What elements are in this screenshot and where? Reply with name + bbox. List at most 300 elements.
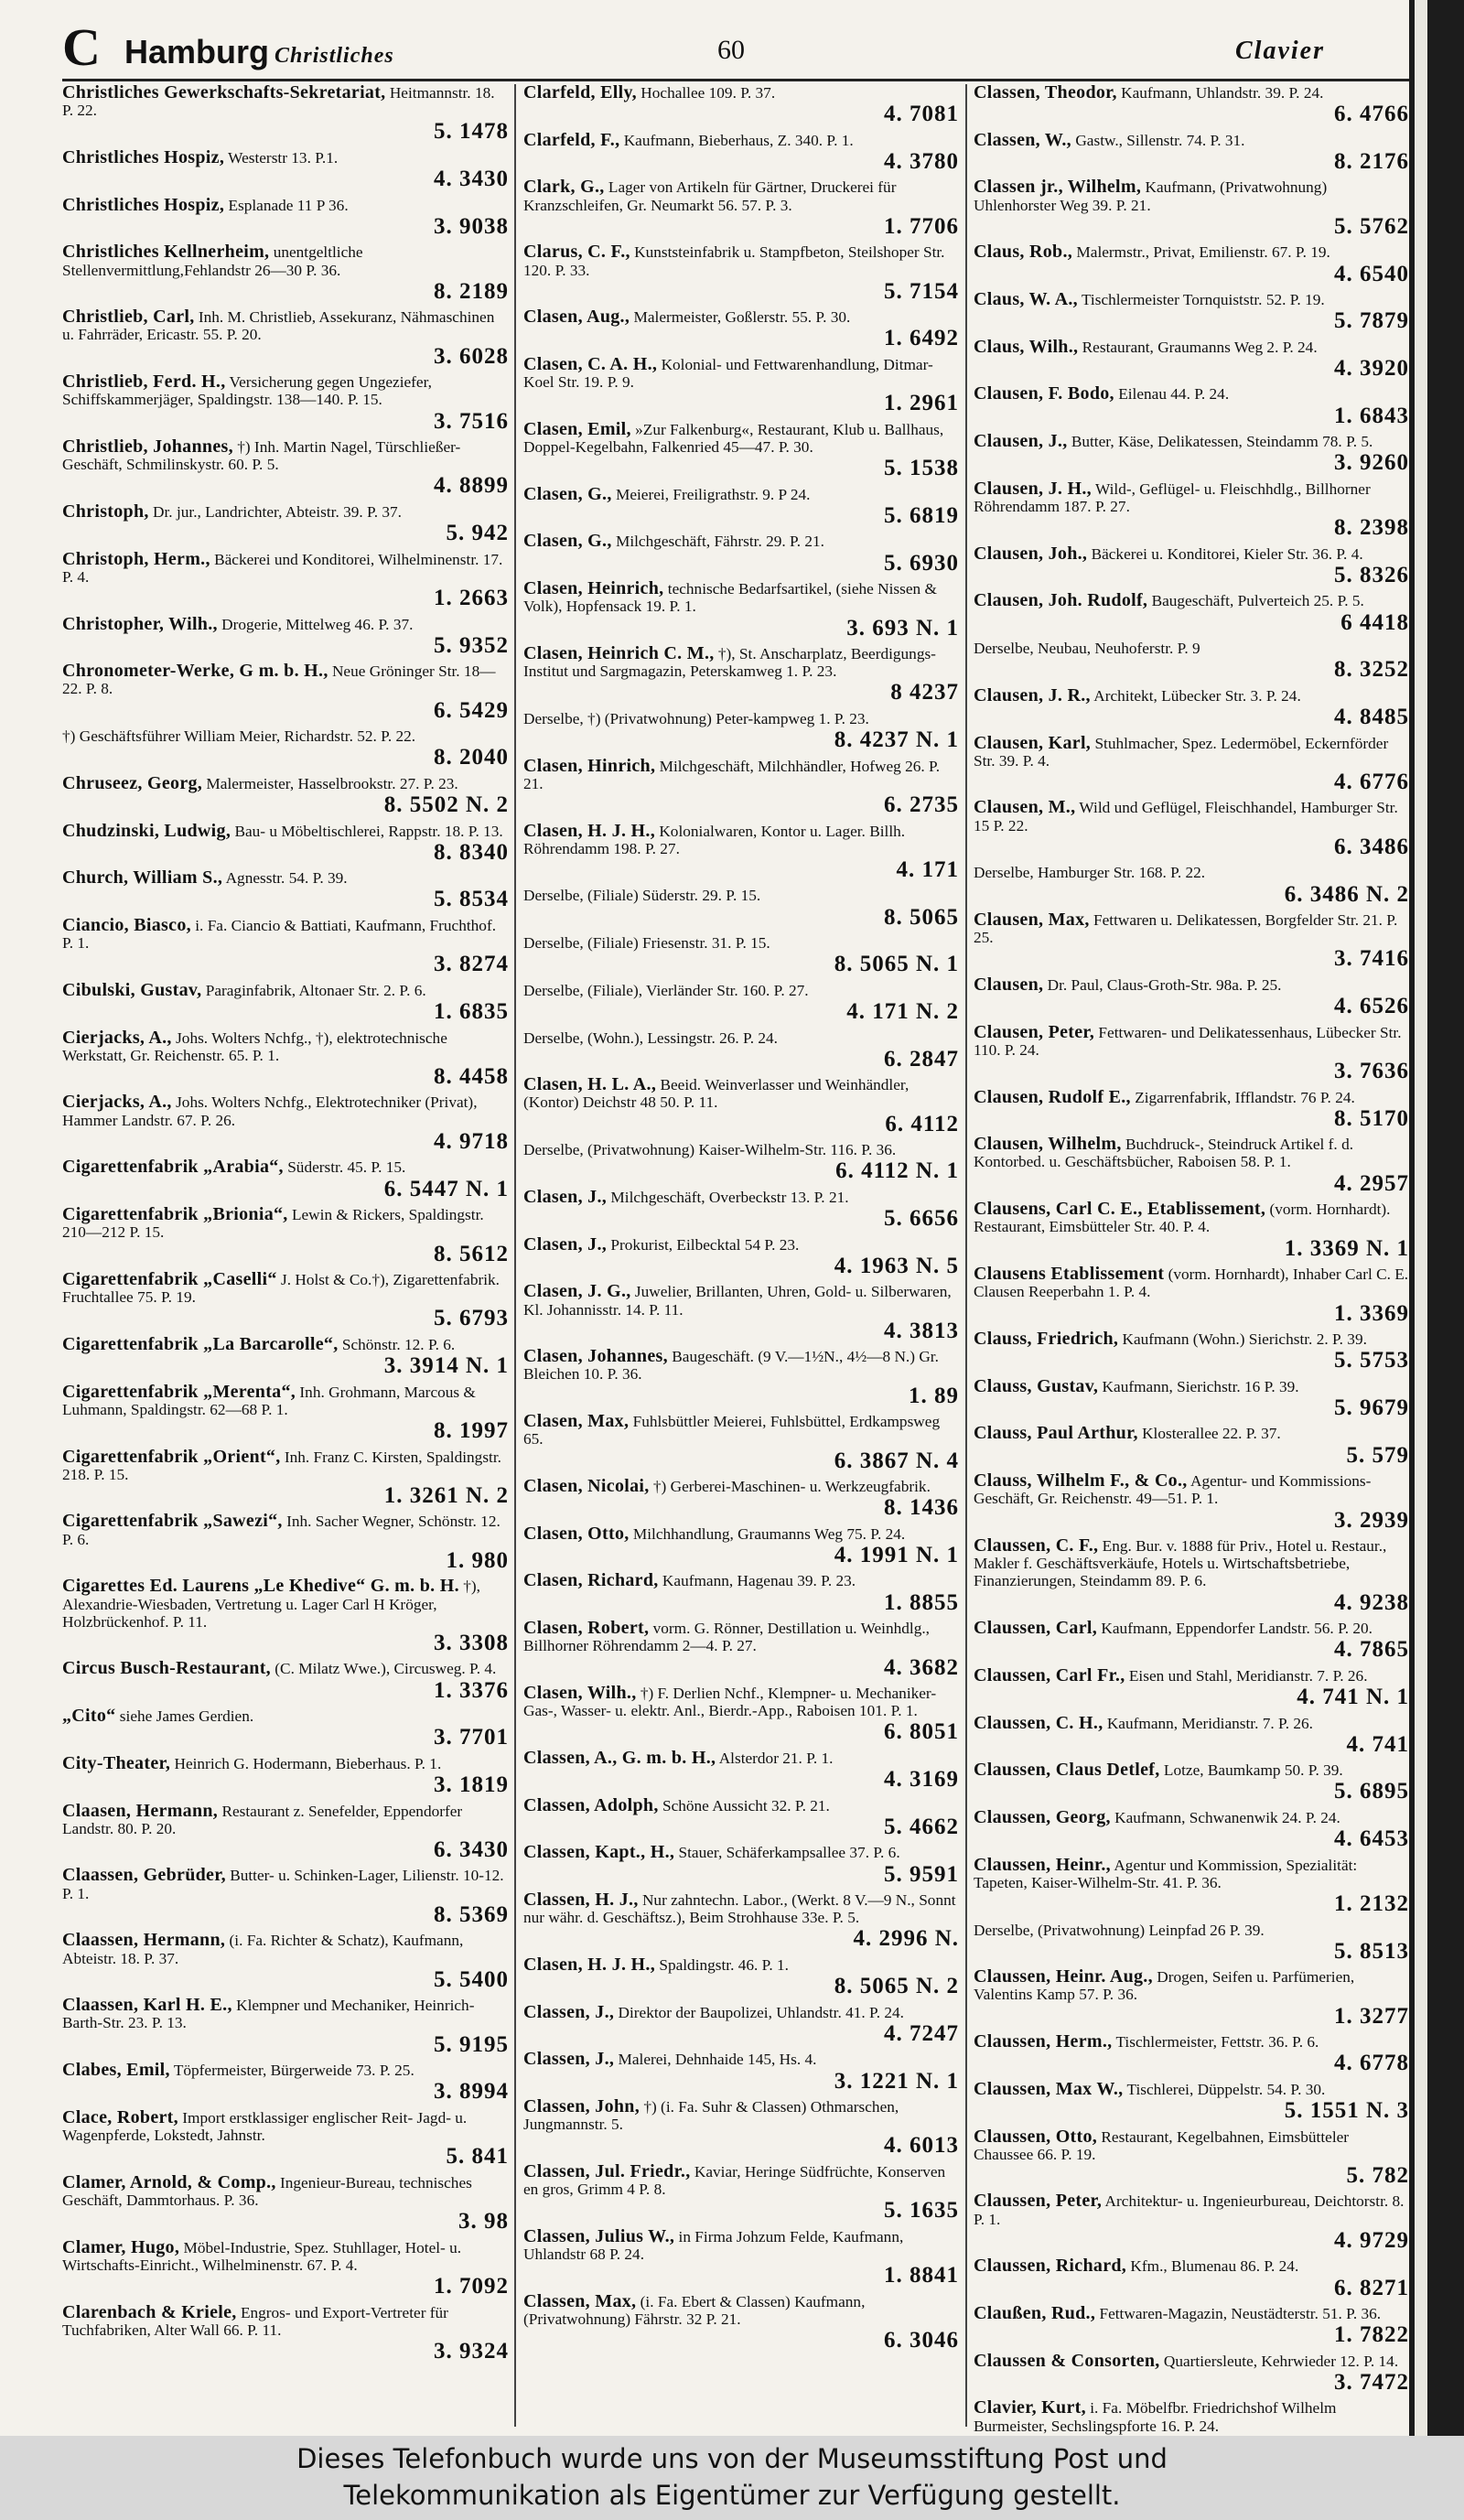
entry-details: i. Fa. Möbelfbr. Friedrichshof Wilhelm Burmeister, Sechslingspforte 16. P. 24. [974,2399,1337,2435]
entry-name: Claussen, Georg, [974,1806,1111,1827]
entry-text [523,982,959,999]
entry-details: Fettwaren-Magazin, Neustädterstr. 51. P. 36. [1099,2305,1382,2323]
directory-entry [62,308,509,369]
directory-entry [974,480,1409,541]
entry-text [62,1206,509,1241]
directory-entry [523,2051,959,2094]
entry-text [62,1707,509,1725]
directory-entry [523,178,959,239]
entry-details: Derselbe, (Filiale), Vierländer Str. 160. P. 27. [523,981,809,999]
entry-text [523,580,959,615]
entry-text [62,438,509,473]
entry-text [523,1283,959,1318]
entry-name: Clamer, Hugo, [62,2236,180,2257]
directory-entry [974,2128,1409,2189]
phone-number: 6. 4112 N. 1 [835,1158,959,1184]
entry-details: †), St. Anscharplatz, Beerdigungs-Institut und Sargmagazin, Peterskamweg 1. P. 23. [523,645,936,681]
entry-details: †) Inh. Martin Nagel, Türschließer-Geschäft, Schmilinskystr. 60. P. 5. [62,438,461,474]
phone-number: 5. 782 [1346,2162,1409,2188]
directory-entry [523,1413,959,1473]
directory-entry [62,1271,509,1331]
column-separator [514,84,516,2427]
phone-number: 4. 741 N. 1 [1297,1685,1409,1710]
entry-details: Beeid. Weinverlasser und Weinhändler, (Kontor) Deichstr 48 50. P. 11. [523,1076,910,1112]
entry-name: Claussen, Otto, [974,2126,1098,2147]
entry-text [523,353,959,392]
directory-entry [974,2257,1409,2300]
entry-details: Dr. jur., Landrichter, Abteistr. 39. P. 37. [153,502,402,521]
entry-name: Classen, J., [523,2049,615,2070]
entry-details: Milchhandlung, Graumanns Weg 75. P. 24. [632,1524,906,1543]
entry-text [62,2062,509,2079]
entry-text [974,1086,1409,1107]
directory-entry [523,1348,959,1408]
directory-entry [62,1513,509,1573]
entry-details: Inh. Sacher Wegner, Schönstr. 12. P. 6. [62,1513,501,1548]
entry-text [974,1761,1409,1779]
first-keyword: Christliches [274,44,394,68]
entry-details: Johs. Wolters Nchfg., †), elektrotechnische Werkstatt, Gr. Reichenstr. 65. P. 1. [62,1028,447,1064]
directory-entry [523,580,959,641]
directory-entry [62,2301,509,2364]
entry-name: Clasen, G., [523,483,612,504]
entry-name: Christlieb, Ferd. H., [62,372,226,393]
entry-text [62,869,509,887]
directory-entry [523,1794,959,1840]
phone-number: 1. 2132 [1334,1891,1409,1917]
entry-text [974,2350,1409,2371]
entry-name: „Cito“ [62,1706,116,1727]
entry-name: Clausen, F. Bodo, [974,383,1114,404]
entry-text [62,772,509,793]
directory-entry [523,2098,959,2159]
directory-entry [62,869,509,912]
entry-details: Stauer, Schäferkampsallee 37. P. 6. [678,1844,900,1862]
entry-details: Kaufmann, Sierichstr. 16 P. 39. [1102,1377,1299,1395]
phone-number: 8. 5612 [434,1241,509,1266]
phone-number: 3. 7701 [434,1725,509,1750]
entry-text [62,146,509,167]
entry-text [974,2257,1409,2275]
entry-details: Heitmannstr. 18. P. 22. [62,84,495,120]
entry-details: Derselbe, (Privatwohnung) Leinpfad 26 P. 39. [974,1921,1265,1939]
entry-details: Drogen, Seifen u. Parfümerien, Valentins Kamp 57. P. 36. [974,1968,1355,2004]
directory-entry [62,1800,509,1863]
entry-text [974,1854,1409,1891]
entry-text [974,1021,1409,1059]
entry-text [62,1381,509,1418]
phone-number: 6. 2847 [884,1046,959,1072]
entry-text [974,1265,1409,1300]
header-rule [62,79,1418,81]
entry-text [523,2160,959,2199]
entry-details: Milchgeschäft, Milchhändler, Hofweg 26. P. 21. [523,757,941,792]
directory-entry [523,1747,959,1793]
directory-entry [62,2236,509,2299]
entry-name: Church, William S., [62,867,223,888]
entry-text [523,129,959,150]
directory-entry [62,772,509,818]
directory-entry [62,194,509,240]
phone-number: 5. 5400 [434,1966,509,1992]
directory-entry [523,1525,959,1568]
phone-number: 6. 4766 [1334,102,1409,127]
entry-details: Heinrich G. Hodermann, Bieberhaus. P. 1. [174,1754,442,1772]
directory-entry [974,1201,1409,1261]
entry-name: Cigarettenfabrik „Sawezi“, [62,1511,283,1532]
entry-text [974,1425,1409,1442]
phone-number: 3. 7416 [1334,946,1409,972]
entry-name: Clausen, Peter, [974,1021,1095,1042]
entry-name: Clausen, M., [974,797,1076,818]
phone-number: 3. 9038 [434,213,509,239]
phone-number: 5. 8513 [1334,1938,1409,1964]
phone-number: 1. 8841 [884,2263,959,2288]
phone-number: 4. 3920 [1334,355,1409,381]
entry-name: Claassen, Karl H. E., [62,1995,232,2016]
entry-text [523,533,959,550]
entry-text [62,1660,509,1677]
entry-details: Kaufmann, Bieberhaus, Z. 340. P. 1. [623,131,854,149]
phone-number: 8. 2398 [1334,515,1409,541]
entry-text [974,1968,1409,2003]
phone-number: 1. 7706 [884,213,959,239]
entry-name: Claussen, Heinr. Aug., [974,1966,1153,1987]
entry-details: Buchdruck-, Steindruck Artikel f. d. Kontorbed. u. Geschäftsbücher, Raboisen 58. P. 1. [974,1136,1354,1171]
entry-text [62,979,509,1000]
entry-text [523,243,959,278]
entry-details: †), Alexandrie-Wiesbaden, Vertretung u. Lager Carl H Kröger, Holzbrückenhof. P. 11. [62,1578,480,1631]
entry-name: Clauss, Friedrich, [974,1329,1119,1349]
phone-number: 1. 7822 [1334,2322,1409,2348]
entry-text [974,1712,1409,1733]
directory-entry [974,1761,1409,1804]
directory-entry [523,1283,959,1343]
phone-number: 1. 2961 [884,391,959,416]
directory-entry [974,2350,1409,2396]
phone-number: 5. 5762 [1334,213,1409,239]
phone-number: 4. 7081 [884,102,959,127]
phone-number: 4. 3813 [884,1318,959,1343]
entry-text [523,2290,959,2328]
phone-number: 5. 9352 [434,632,509,658]
entry-details: Inh. M. Christlieb, Assekuranz, Nähmaschinen u. Fahrräder, Ericastr. 55. P. 20. [62,308,495,344]
directory-entry [523,1478,959,1521]
directory-entry [974,545,1409,588]
entry-name: Clark, G., [523,177,605,198]
phone-number: 6. 3867 N. 4 [834,1448,959,1473]
entry-details: Quartiersleute, Kehrwieder 12. P. 14. [1163,2352,1399,2370]
phone-number: 3. 2939 [1334,1507,1409,1533]
phone-number: 6. 5429 [434,697,509,723]
phone-number: 4. 171 N. 2 [846,999,959,1025]
entry-text [523,710,959,727]
entry-text [974,799,1409,834]
entry-details: Agentur und Kommission, Spezialität: Tapeten, Kaiser-Wilhelm-Str. 41. P. 36. [974,1856,1358,1891]
directory-entry [974,1620,1409,1663]
entry-name: Clace, Robert, [62,2106,178,2127]
entry-name: Classen, A., G. m. b. H., [523,1747,716,1768]
phone-number: 3. 693 N. 1 [846,615,959,641]
entry-text [523,1525,959,1543]
phone-number: 5. 6819 [884,502,959,528]
donation-footer [0,2436,1464,2520]
directory-entry [974,129,1409,175]
entry-text [974,1472,1409,1507]
entry-name: Claussen, Carl Fr., [974,1664,1125,1685]
entry-name: Clasen, Heinrich C. M., [523,643,715,664]
entry-details: Hochallee 109. P. 37. [640,84,776,102]
entry-details: Lotze, Baumkamp 50. P. 39. [1163,1761,1343,1780]
phone-number: 4. 6013 [884,2133,959,2159]
phone-number: 5. 8534 [434,887,509,912]
phone-number: 5. 1635 [884,2198,959,2224]
directory-entry [62,1578,509,1656]
entry-details: Paraginfabrik, Altonaer Str. 2. P. 6. [205,981,426,999]
directory-entry [523,308,959,351]
entry-details: Bäckerei u. Konditorei, Kieler Str. 36. P. 4. [1091,544,1363,563]
phone-number: 4. 1991 N. 1 [834,1542,959,1567]
phone-number: 4. 2957 [1334,1170,1409,1196]
directory-entry [974,1664,1409,1710]
phone-number: 3. 3914 N. 1 [383,1353,509,1379]
directory-entry [523,710,959,753]
entry-text [62,2236,509,2274]
entry-text [974,592,1409,609]
directory-entry [62,146,509,192]
phone-number: 3. 3308 [434,1630,509,1655]
entry-text [974,1375,1409,1396]
phone-number: 6. 8051 [884,1719,959,1745]
entry-text [62,1752,509,1773]
directory-entry [974,2078,1409,2124]
entry-text [523,820,959,857]
entry-name: Classen, Adolph, [523,1794,659,1815]
directory-entry [62,914,509,977]
entry-text [62,914,509,953]
entry-details: Malermstr., Privat, Emilienstr. 67. P. 19. [1076,243,1330,262]
entry-text [974,545,1409,563]
directory-entry [974,1086,1409,1132]
phone-number: 3. 7472 [1334,2369,1409,2395]
entry-name: Clasen, Hinrich, [523,755,656,776]
phone-number: 4. 7865 [1334,1637,1409,1663]
entry-details: Kunststeinfabrik u. Stampfbeton, Steilshoper Str. 120. P. 33. [523,243,945,279]
directory-entry [62,243,509,304]
entry-details: Eng. Bur. v. 1888 für Priv., Hotel u. Restaur., Makler f. Geschäftsverkäufe, Hotels u. Wirtschaftsbetriebe, Finanzierungen, Steindamm 89. P. 6. [974,1537,1387,1590]
entry-text [523,1891,959,1926]
entry-details: Johs. Wolters Nchfg., Elektrotechniker (Privat), Hammer Landstr. 67. P. 26. [62,1093,478,1129]
entry-name: Clasen, Aug., [523,307,630,328]
entry-text [523,1572,959,1589]
entry-name: Clausens, Carl C. E., Etablissement, [974,1199,1266,1220]
entry-details: (C. Milatz Wwe.), Circusweg. P. 4. [274,1660,497,1678]
directory-entry [974,2033,1409,2076]
column-separator [965,84,967,2427]
entry-name: Claus, W. A., [974,289,1078,310]
phone-number: 6. 3430 [434,1836,509,1862]
directory-entry [62,1158,509,1201]
directory-entry [974,84,1409,127]
entry-name: Clasen, Johannes, [523,1346,668,1367]
entry-text [62,1448,509,1483]
phone-number: 4. 9238 [1334,1589,1409,1615]
entry-text [974,480,1409,515]
entry-text [62,1513,509,1547]
directory-entry [523,353,959,416]
entry-details: Agnesstr. 54. P. 39. [225,869,348,888]
entry-name: Claussen, Carl, [974,1618,1098,1639]
directory-entry [62,84,509,145]
entry-details: (i. Fa. Richter & Schatz), Kaufmann, Abteistr. 18. P. 37. [62,1932,464,1967]
entry-details: i. Fa. Ciancio & Battiati, Kaufmann, Fruchthof. P. 1. [62,916,497,953]
entry-text [62,613,509,634]
phone-number: 5. 9679 [1334,1395,1409,1420]
directory-entry [62,820,509,866]
entry-name: Clausen, [974,974,1044,995]
entry-text [974,243,1409,261]
entry-text [523,1478,959,1495]
phone-number: 4. 171 [896,856,959,882]
phone-number: 8. 4237 N. 1 [834,727,959,753]
entry-text [974,1922,1409,1939]
entry-details: Kaufmann (Wohn.) Sierichstr. 2. P. 39. [1122,1330,1367,1348]
phone-number: 5. 6930 [884,550,959,576]
entry-text [523,1186,959,1207]
entry-text [523,84,959,102]
entry-name: Claasen, Hermann, [62,1800,219,1821]
entry-details: Restaurant, Kegelbahnen, Eimsbütteler Chaussee 66. P. 19. [974,2127,1350,2163]
directory-entry [974,1136,1409,1196]
entry-text [523,1747,959,1768]
entry-name: Cigarettenfabrik „Arabia“, [62,1157,284,1178]
phone-number: 4. 6453 [1334,1826,1409,1852]
entry-details: Meierei, Freiligrathstr. 9. P 24. [615,485,811,503]
entry-text [62,548,509,586]
entry-details: Malermeister, Goßlerstr. 55. P. 30. [633,308,851,327]
entry-text [974,2305,1409,2322]
directory-entry [523,84,959,127]
entry-name: Claassen, Hermann, [62,1930,226,1951]
entry-name: Clamer, Arnold, & Comp., [62,2171,276,2192]
directory-entry [974,1330,1409,1373]
directory-entry [523,1620,959,1680]
entry-details: Wild und Geflügel, Fleischhandel, Hamburger Str. 15 P. 22. [974,799,1398,835]
directory-entry [62,1448,509,1509]
entry-name: Clausen, Wilhelm, [974,1134,1122,1155]
directory-entry [62,1660,509,1703]
entry-details: Kolonialwaren, Kontor u. Lager. Billh. Röhrendamm 198. P. 27. [523,822,906,857]
entry-details: Kaufmann, Schwanenwik 24. P. 24. [1114,1808,1340,1826]
entry-details: Agentur- und Kommissions-Geschäft, Gr. Reichenstr. 49—51. P. 1. [974,1472,1372,1508]
entry-text [523,1794,959,1815]
directory-entry [523,1572,959,1615]
directory-entry [523,887,959,930]
phone-number: 4. 8899 [434,473,509,499]
phone-number: 4. 3780 [884,148,959,174]
directory-entry [62,1333,509,1379]
directory-entry [974,864,1409,907]
directory-entry [523,755,959,818]
entry-details: Architekt, Lübecker Str. 3. P. 24. [1093,686,1301,705]
entry-name: Christlieb, Carl, [62,307,195,328]
directory-entry [62,373,509,434]
phone-number: 5. 7879 [1334,308,1409,334]
entry-details: Import erstklassiger englischer Reit- Jagd- u. Wagenpferde, Lokstedt, Jahnstr. [62,2108,468,2145]
directory-entry [974,1806,1409,1852]
entry-details: Alsterdor 21. P. 1. [718,1749,834,1767]
entry-name: Clausen, Joh., [974,543,1088,564]
directory-entry [974,592,1409,635]
entry-text [523,2225,959,2264]
entry-details: Derselbe, (Wohn.), Lessingstr. 26. P. 24. [523,1028,778,1047]
entry-name: Clasen, C. A. H., [523,353,658,374]
entry-text [974,129,1409,150]
entry-text [62,1333,509,1354]
entry-details: vorm. G. Rönner, Destillation u. Weinhdlg., Billhorner Röhrendamm 2—4. P. 27. [523,1620,930,1655]
phone-number: 4. 6526 [1334,994,1409,1019]
entry-text [523,1141,959,1158]
entry-details: Baugeschäft. (9 V.—1½N., 4½—8 N.) Gr. Bleichen 10. P. 36. [523,1348,939,1384]
entry-details: Fettwaren- und Delikatessenhaus, Lübecker Str. 110. P. 24. [974,1023,1402,1059]
entry-text [62,1932,509,1966]
entry-details: Inh. Grohmann, Marcous & Luhmann, Spaldingstr. 62—68 P. 1. [62,1383,476,1418]
entry-text [523,1844,959,1861]
directory-entry [523,645,959,705]
directory-entry [974,178,1409,239]
entry-name: Clasen, J., [523,1233,608,1255]
entry-details: in Firma Johzum Felde, Kaufmann, Uhlandstr 68 P. 24. [523,2227,904,2264]
entry-name: Clauss, Wilhelm F., & Co., [974,1470,1188,1492]
entry-details: (vorm. Hornhardt). Restaurant, Eimsbütteler Str. 40. P. 4. [974,1201,1391,1236]
directory-entry [62,1381,509,1444]
entry-name: Clarenbach & Kriele, [62,2301,237,2322]
directory-entry [62,1029,509,1090]
entry-text [62,243,509,278]
city-name: Hamburg [124,33,270,70]
entry-details: Töpfermeister, Bürgerweide 73. P. 25. [173,2062,414,2080]
entry-name: Classen, H. J., [523,1890,639,1911]
phone-number: 5. 5753 [1334,1348,1409,1373]
entry-text [62,1867,509,1901]
directory-entry [62,979,509,1025]
entry-text [974,684,1409,705]
entry-text [974,385,1409,403]
entry-text [523,308,959,326]
directory-entry [62,2062,509,2105]
entry-name: Claussen, Max W., [974,2078,1124,2099]
entry-details: Derselbe, (Filiale) Süderstr. 29. P. 15. [523,887,761,905]
entry-text [62,84,509,119]
entry-name: Clausen, J., [974,431,1068,452]
directory-entry [523,533,959,576]
phone-number: 8. 1436 [884,1495,959,1521]
phone-number: 3. 8994 [434,2079,509,2105]
entry-name: Christliches Gewerkschafts-Sekretariat, [62,82,386,102]
entry-name: Claussen, Herm., [974,2031,1113,2052]
entry-name: Clarfeld, Elly, [523,82,637,102]
directory-entry [523,129,959,175]
entry-details: Malermeister, Hasselbrookstr. 27. P. 23. [206,774,458,792]
entry-text [523,2098,959,2133]
footer-line-1: Dieses Telefonbuch wurde uns von der Museumsstiftung Post und [296,2443,1168,2474]
phone-number: 4. 8485 [1334,705,1409,730]
entry-name: Clarus, C. F., [523,242,630,263]
column-2 [523,84,959,2427]
entry-name: Clausen, Rudolf E., [974,1086,1131,1107]
entry-name: Claussen & Consorten, [974,2350,1160,2371]
entry-details: Tischlerei, Düppelstr. 54. P. 30. [1126,2080,1326,2098]
